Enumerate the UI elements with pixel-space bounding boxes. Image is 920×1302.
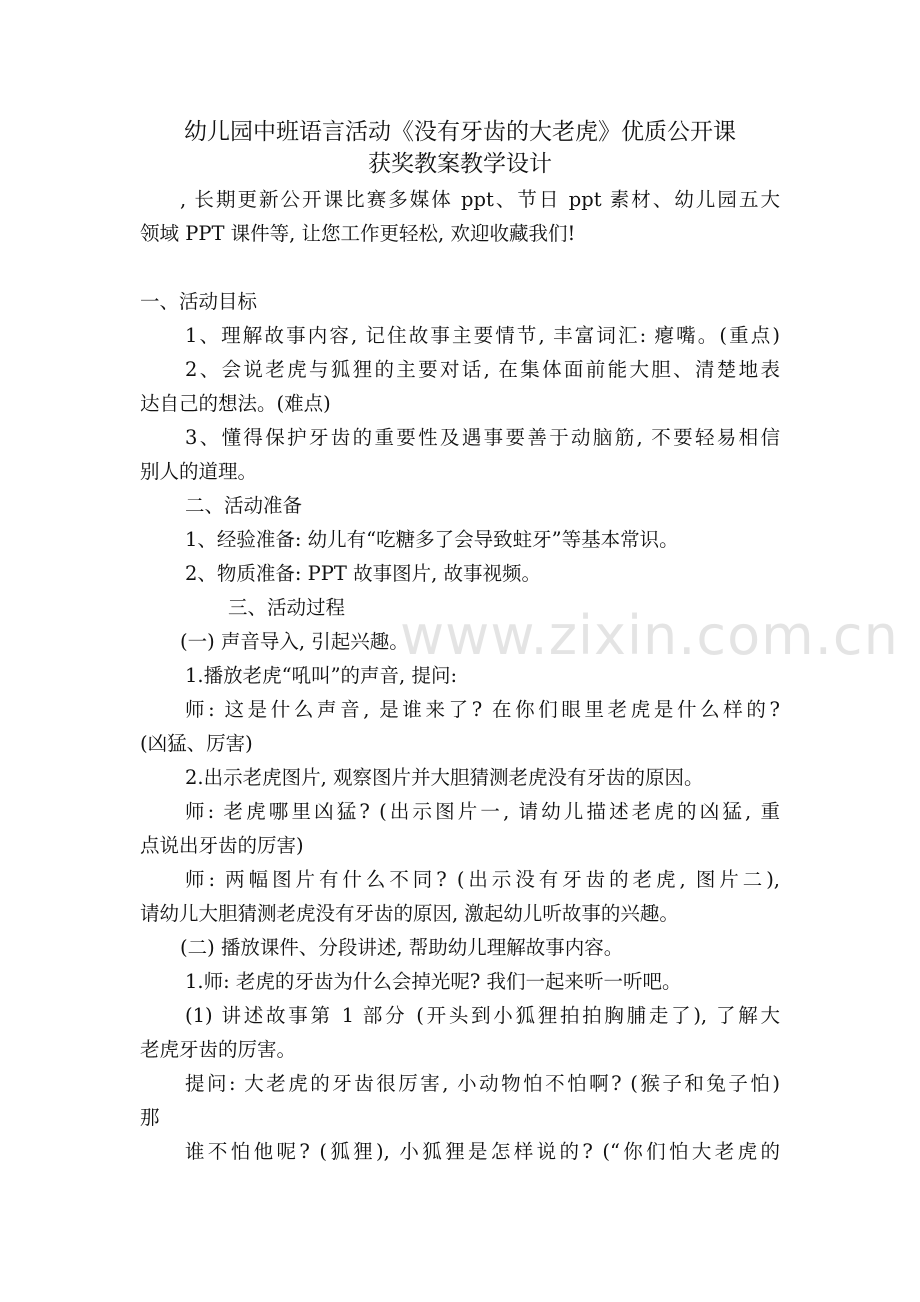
teacher-question-3-line-2: 请幼儿大胆猜测老虎没有牙齿的原因, 激起幼儿听故事的兴趣。 <box>140 902 679 925</box>
section-heading-preparation: 二、活动准备 <box>185 494 303 517</box>
goal-1: 1、理解故事内容, 记住故事主要情节, 丰富词汇: 瘪嘴。(重点) <box>185 324 780 347</box>
section-heading-process: 三、活动过程 <box>228 596 346 619</box>
question-line-1: 提问: 大老虎的牙齿很厉害, 小动物怕不怕啊? (猴子和兔子怕) <box>185 1072 780 1095</box>
process-step-1: 1.播放老虎“吼叫”的声音, 提问: <box>185 664 458 687</box>
teacher-question-2-line-1: 师: 老虎哪里凶猛? (出示图片一, 请幼儿描述老虎的凶猛, 重 <box>185 800 780 823</box>
question-line-3: 谁不怕他呢? (狐狸), 小狐狸是怎样说的? (“你们怕大老虎的 <box>185 1140 780 1163</box>
goal-2-line-2: 达自己的想法。(难点) <box>140 392 331 415</box>
document-title-line2: 获奖教案教学设计 <box>368 151 552 177</box>
intro-line-2: 领域 PPT 课件等, 让您工作更轻松, 欢迎收藏我们! <box>140 222 576 245</box>
teacher-question-2-line-2: 点说出牙齿的厉害) <box>140 834 304 857</box>
process-part-2-heading: (二) 播放课件、分段讲述, 帮助幼儿理解故事内容。 <box>180 936 624 959</box>
goal-3-line-1: 3、懂得保护牙齿的重要性及遇事要善于动脑筋, 不要轻易相信 <box>185 426 780 449</box>
goal-2-line-1: 2、会说老虎与狐狸的主要对话, 在集体面前能大胆、清楚地表 <box>185 358 780 381</box>
prep-2: 2、物质准备: PPT 故事图片, 故事视频。 <box>185 562 542 585</box>
teacher-question-3-line-1: 师: 两幅图片有什么不同? (出示没有牙齿的老虎, 图片二), <box>185 868 780 891</box>
section-heading-goals: 一、活动目标 <box>140 290 258 313</box>
teacher-question-1: 师: 这是什么声音, 是谁来了? 在你们眼里老虎是什么样的? <box>185 698 780 721</box>
story-part-1-line-1: (1) 讲述故事第 1 部分 (开头到小狐狸拍拍胸脯走了), 了解大 <box>185 1004 780 1027</box>
watermark: www.zixin.com.cn <box>400 604 899 667</box>
document-title-line1: 幼儿园中班语言活动《没有牙齿的大老虎》优质公开课 <box>184 119 736 145</box>
answer-1: (凶猛、厉害) <box>140 732 253 755</box>
process-step-2: 2.出示老虎图片, 观察图片并大胆猜测老虎没有牙齿的原因。 <box>185 766 704 789</box>
teacher-question-4: 1.师: 老虎的牙齿为什么会掉光呢? 我们一起来听一听吧。 <box>185 970 682 993</box>
process-part-1-heading: (一) 声音导入, 引起兴趣。 <box>180 630 409 653</box>
intro-line-1: , 长期更新公开课比赛多媒体 ppt、节日 ppt 素材、幼儿园五大 <box>180 188 780 211</box>
prep-1: 1、经验准备: 幼儿有“吃糖多了会导致蛀牙”等基本常识。 <box>185 528 679 551</box>
story-part-1-line-2: 老虎牙齿的厉害。 <box>140 1038 297 1061</box>
question-line-2: 那 <box>140 1106 160 1129</box>
goal-3-line-2: 别人的道理。 <box>140 460 258 483</box>
